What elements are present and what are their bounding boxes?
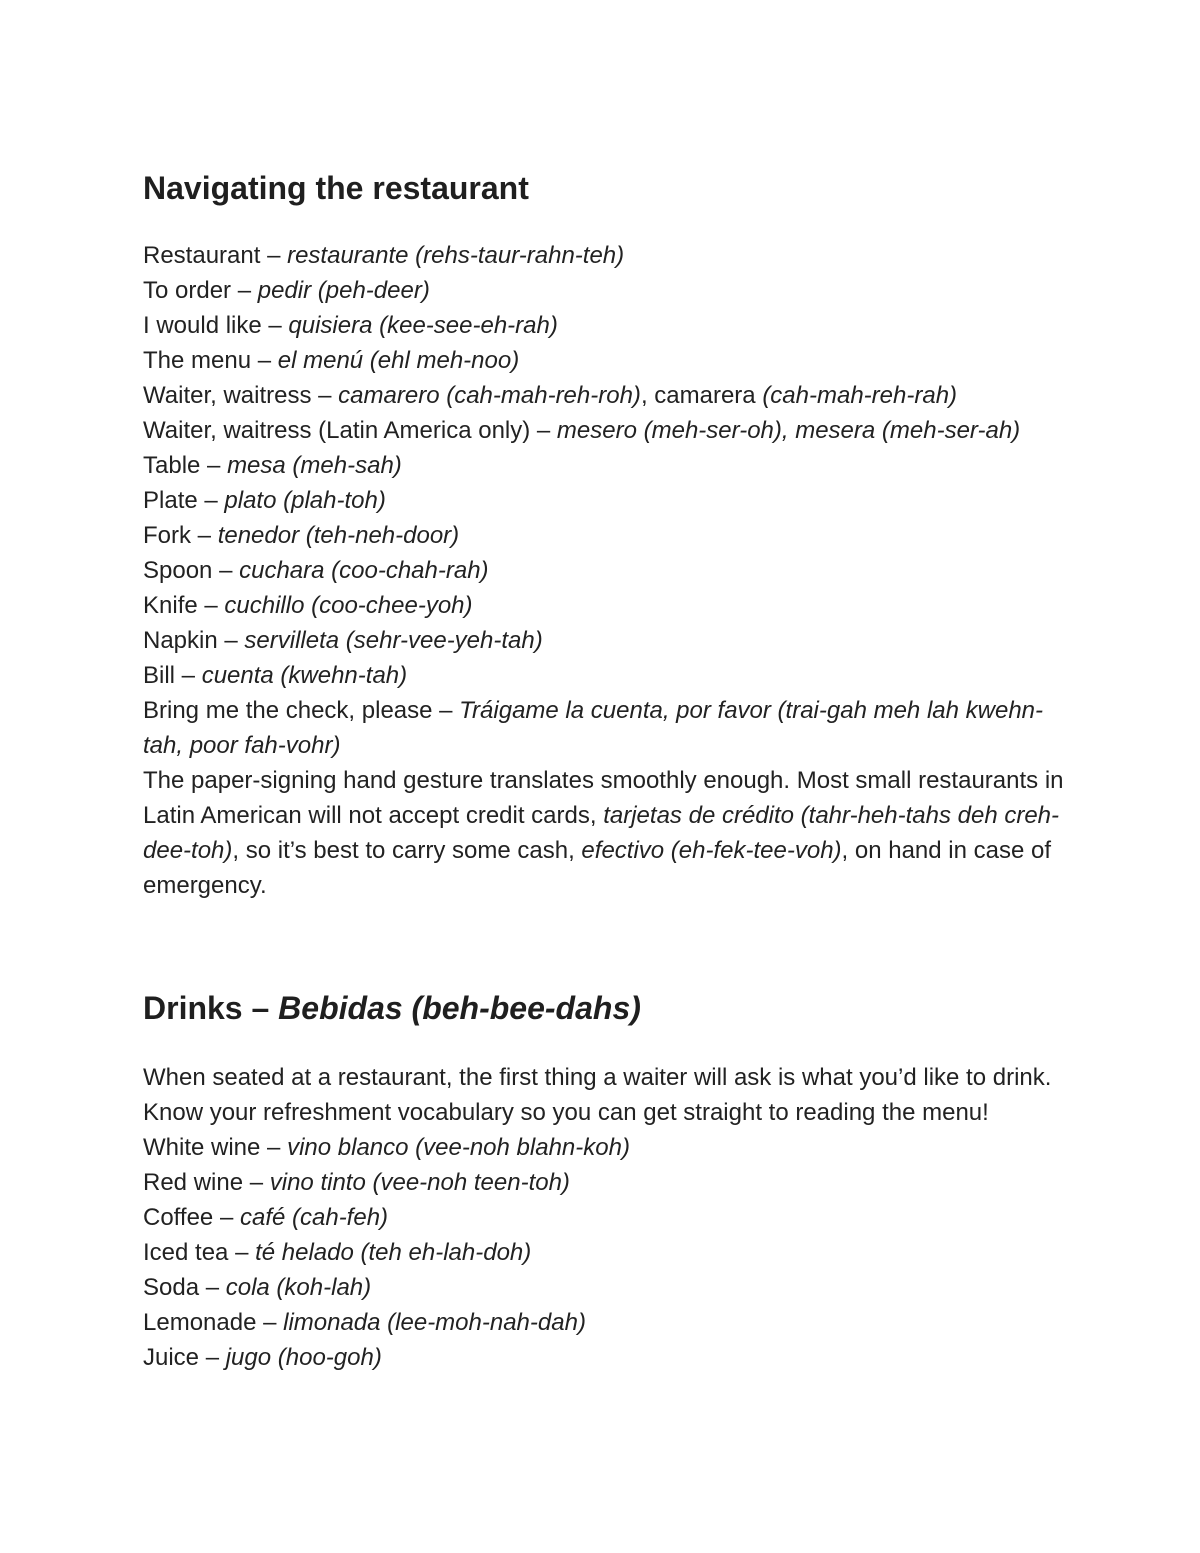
- spanish-term: cuchara (coo-chah-rah): [239, 557, 489, 584]
- vocab-line: [143, 1340, 1068, 1375]
- english-term: Iced tea –: [143, 1239, 256, 1266]
- spanish-term: camarero (cah-mah-reh-roh): [338, 382, 641, 409]
- english-term: Plate –: [143, 487, 225, 514]
- spanish-term: jugo (hoo-goh): [225, 1344, 382, 1371]
- vocab-line: [143, 483, 1068, 518]
- spanish-term: mesero (meh-ser-oh), mesera (meh-ser-ah): [556, 417, 1021, 444]
- note-text: , so it’s best to carry some cash,: [232, 837, 582, 864]
- english-term: Waiter, waitress (Latin America only) –: [143, 417, 557, 444]
- english-term: Red wine –: [143, 1169, 270, 1196]
- section-heading-restaurant: Navigating the restaurant: [143, 170, 529, 206]
- vocab-line: [143, 658, 1068, 693]
- english-term: Spoon –: [143, 557, 240, 584]
- drinks-intro-paragraph: When seated at a restaurant, the first thing a waiter will ask is what you’d like to drink. Know your refreshment vocabulary so you can get straight to reading the menu!: [143, 1064, 1052, 1126]
- section-heading-drinks: [143, 988, 641, 1028]
- spanish-term: restaurante (rehs-taur-rahn-teh): [287, 242, 625, 269]
- spanish-term: plato (plah-toh): [224, 487, 386, 514]
- english-term: Bring me the check, please –: [143, 697, 460, 724]
- spanish-term: mesa (meh-sah): [227, 452, 402, 479]
- spanish-term: (cah-mah-reh-rah): [762, 382, 958, 409]
- vocab-line-waiter-latam: [143, 413, 1068, 448]
- english-term: I would like –: [143, 312, 289, 339]
- vocab-line-check: [143, 693, 1068, 763]
- vocab-line: [143, 1200, 1068, 1235]
- spanish-term: limonada (lee-moh-nah-dah): [283, 1309, 586, 1336]
- heading-spanish: Bebidas (beh-bee-dahs): [278, 990, 641, 1026]
- english-term: Juice –: [143, 1344, 226, 1371]
- english-term: Soda –: [143, 1274, 226, 1301]
- spanish-term: cuenta (kwehn-tah): [201, 662, 408, 689]
- heading-english: Drinks –: [143, 990, 279, 1026]
- vocab-line: [143, 273, 1068, 308]
- spanish-term: vino blanco (vee-noh blahn-koh): [287, 1134, 630, 1161]
- english-term: Table –: [143, 452, 228, 479]
- vocab-line: [143, 588, 1068, 623]
- vocab-line: [143, 308, 1068, 343]
- spanish-term: tarjetas de crédito (tahr-heh-tahs deh creh-dee-toh): [143, 802, 1060, 864]
- english-term: Waiter, waitress –: [143, 382, 339, 409]
- spanish-term: pedir (peh-deer): [257, 277, 430, 304]
- spanish-term: té helado (teh eh-lah-doh): [255, 1239, 532, 1266]
- vocab-line: [143, 518, 1068, 553]
- vocab-line: [143, 553, 1068, 588]
- spanish-term: el menú (ehl meh-noo): [277, 347, 520, 374]
- vocab-block-restaurant: [143, 238, 1068, 903]
- english-term: To order –: [143, 277, 258, 304]
- spanish-term: quisiera (kee-see-eh-rah): [288, 312, 558, 339]
- spanish-term: tenedor (teh-neh-door): [217, 522, 460, 549]
- english-term: Restaurant –: [143, 242, 288, 269]
- vocab-line: [143, 1235, 1068, 1270]
- english-term: Bill –: [143, 662, 202, 689]
- note-text: The paper-signing hand gesture translates smoothly enough. Most small restaurants in Latin American will not accept credit cards,: [143, 767, 1064, 829]
- spanish-term: café (cah-feh): [239, 1204, 389, 1231]
- spanish-term: servilleta (sehr-vee-yeh-tah): [244, 627, 543, 654]
- separator-text: , camarera: [640, 382, 763, 409]
- spanish-term: cola (koh-lah): [225, 1274, 372, 1301]
- spanish-term: Tráigame la cuenta, por favor (trai-gah meh lah kwehn-tah, poor fah-vohr): [143, 697, 1043, 759]
- vocab-line: [143, 1305, 1068, 1340]
- vocab-line: [143, 238, 1068, 273]
- payment-note-paragraph: [143, 763, 1068, 903]
- english-term: Knife –: [143, 592, 225, 619]
- vocab-block-drinks: [143, 1060, 1068, 1375]
- spanish-term: cuchillo (coo-chee-yoh): [224, 592, 473, 619]
- spanish-term: vino tinto (vee-noh teen-toh): [269, 1169, 570, 1196]
- english-term: White wine –: [143, 1134, 288, 1161]
- note-text: , on hand in case of emergency.: [143, 837, 1052, 899]
- english-term: Napkin –: [143, 627, 245, 654]
- spanish-term: efectivo (eh-fek-tee-voh): [581, 837, 842, 864]
- english-term: Fork –: [143, 522, 218, 549]
- vocab-line: [143, 448, 1068, 483]
- vocab-line-waiter: [143, 378, 1068, 413]
- english-term: Coffee –: [143, 1204, 240, 1231]
- vocab-line: [143, 623, 1068, 658]
- vocab-line: [143, 1165, 1068, 1200]
- vocab-line: [143, 343, 1068, 378]
- english-term: Lemonade –: [143, 1309, 284, 1336]
- english-term: The menu –: [143, 347, 278, 374]
- vocab-line: [143, 1130, 1068, 1165]
- vocab-line: [143, 1270, 1068, 1305]
